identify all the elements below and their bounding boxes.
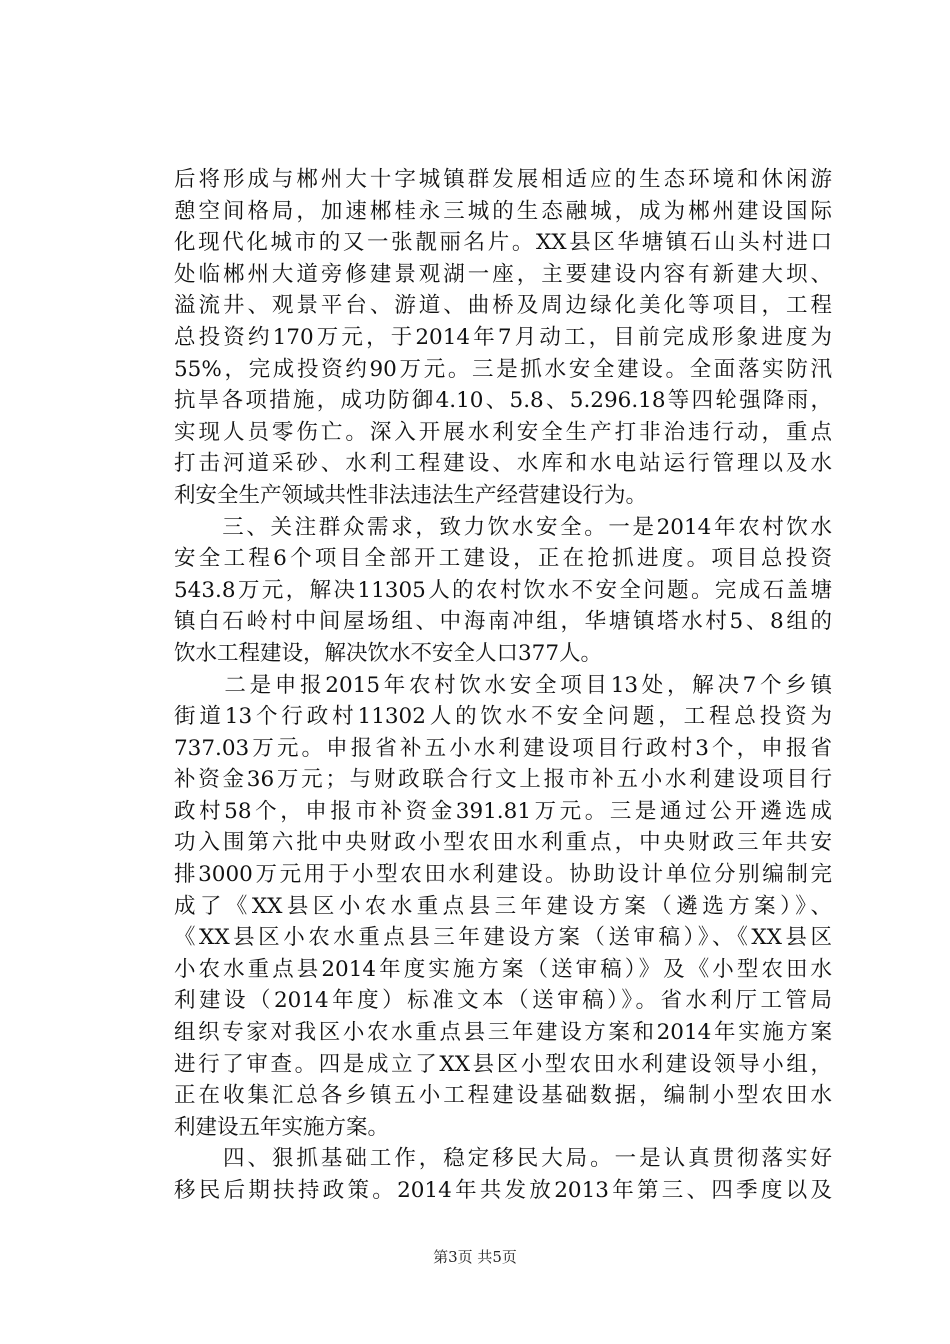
text-line: 总投资约170万元，于2014年7月动工，目前完成形象进度为: [174, 324, 832, 350]
text-line: 移民后期扶持政策。2014年共发放2013年第三、四季度以及: [174, 1178, 832, 1203]
text-line: 补资金36万元；与财政联合行文上报市补五小水利建设项目行: [174, 767, 832, 793]
text-line: 镇白石岭村中间屋场组、中海南冲组，华塘镇塔水村5、8组的: [174, 609, 832, 635]
text-line: 成了《XX县区小农水重点县三年建设方案（遴选方案）》、: [174, 893, 832, 919]
document-body: [174, 164, 832, 1207]
text-line: 利安全生产领域共性非法违法生产经营建设行为。: [174, 482, 648, 508]
text-line: 四、狠抓基础工作，稳定移民大局。一是认真贯彻落实好: [174, 1146, 832, 1172]
text-line: 《XX县区小农水重点县三年建设方案（送审稿）》、《XX县区: [174, 925, 832, 951]
text-line: 街道13个行政村11302人的饮水不安全问题，工程总投资为: [174, 704, 832, 730]
text-line: 后将形成与郴州大十字城镇群发展相适应的生态环境和休闲游: [174, 167, 832, 192]
text-line: 化现代化城市的又一张靓丽名片。XX县区华塘镇石山头村进口: [174, 230, 832, 256]
text-line: 利建设五年实施方案。: [174, 1114, 390, 1140]
text-line: 利建设（2014年度）标准文本（送审稿）》。省水利厅工管局: [174, 988, 832, 1014]
text-line: 排3000万元用于小型农田水利建设。协助设计单位分别编制完: [174, 862, 832, 888]
text-line: 溢流井、观景平台、游道、曲桥及周边绿化美化等项目，工程: [174, 293, 832, 319]
text-line: 543.8万元，解决11305人的农村饮水不安全问题。完成石盖塘: [174, 577, 832, 603]
text-line: 进行了审查。四是成立了XX县区小型农田水利建设领导小组，: [174, 1051, 832, 1077]
text-line: 二是申报2015年农村饮水安全项目13处，解决7个乡镇: [174, 672, 832, 698]
text-line: 737.03万元。申报省补五小水利建设项目行政村3个，申报省: [174, 735, 832, 761]
text-line: 安全工程6个项目全部开工建设，正在抢抓进度。项目总投资: [174, 546, 832, 572]
text-line: 55%，完成投资约90万元。三是抓水安全建设。全面落实防汛: [174, 356, 832, 382]
text-line: 功入围第六批中央财政小型农田水利重点，中央财政三年共安: [174, 830, 832, 856]
text-line: 小农水重点县2014年度实施方案（送审稿）》及《小型农田水: [174, 956, 832, 982]
text-line: 正在收集汇总各乡镇五小工程建设基础数据，编制小型农田水: [174, 1083, 832, 1109]
text-line: 组织专家对我区小农水重点县三年建设方案和2014年实施方案: [174, 1020, 832, 1046]
text-line: 打击河道采砂、水利工程建设、水库和水电站运行管理以及水: [174, 451, 832, 477]
text-line: 饮水工程建设，解决饮水不安全人口377人。: [174, 640, 603, 666]
text-line: 三、关注群众需求，致力饮水安全。一是2014年农村饮水: [174, 514, 832, 540]
page-footer: 第3页 共5页: [433, 1248, 517, 1266]
text-line: 处临郴州大道旁修建景观湖一座，主要建设内容有新建大坝、: [174, 261, 832, 287]
text-line: 政村58个，申报市补资金391.81万元。三是通过公开遴选成: [174, 798, 832, 824]
text-line: 憩空间格局，加速郴桂永三城的生态融城，成为郴州建设国际: [174, 198, 832, 224]
text-line: 抗旱各项措施，成功防御4.10、5.8、5.296.18等四轮强降雨，: [174, 388, 832, 414]
text-line: 实现人员零伤亡。深入开展水利安全生产打非治违行动，重点: [174, 419, 832, 445]
